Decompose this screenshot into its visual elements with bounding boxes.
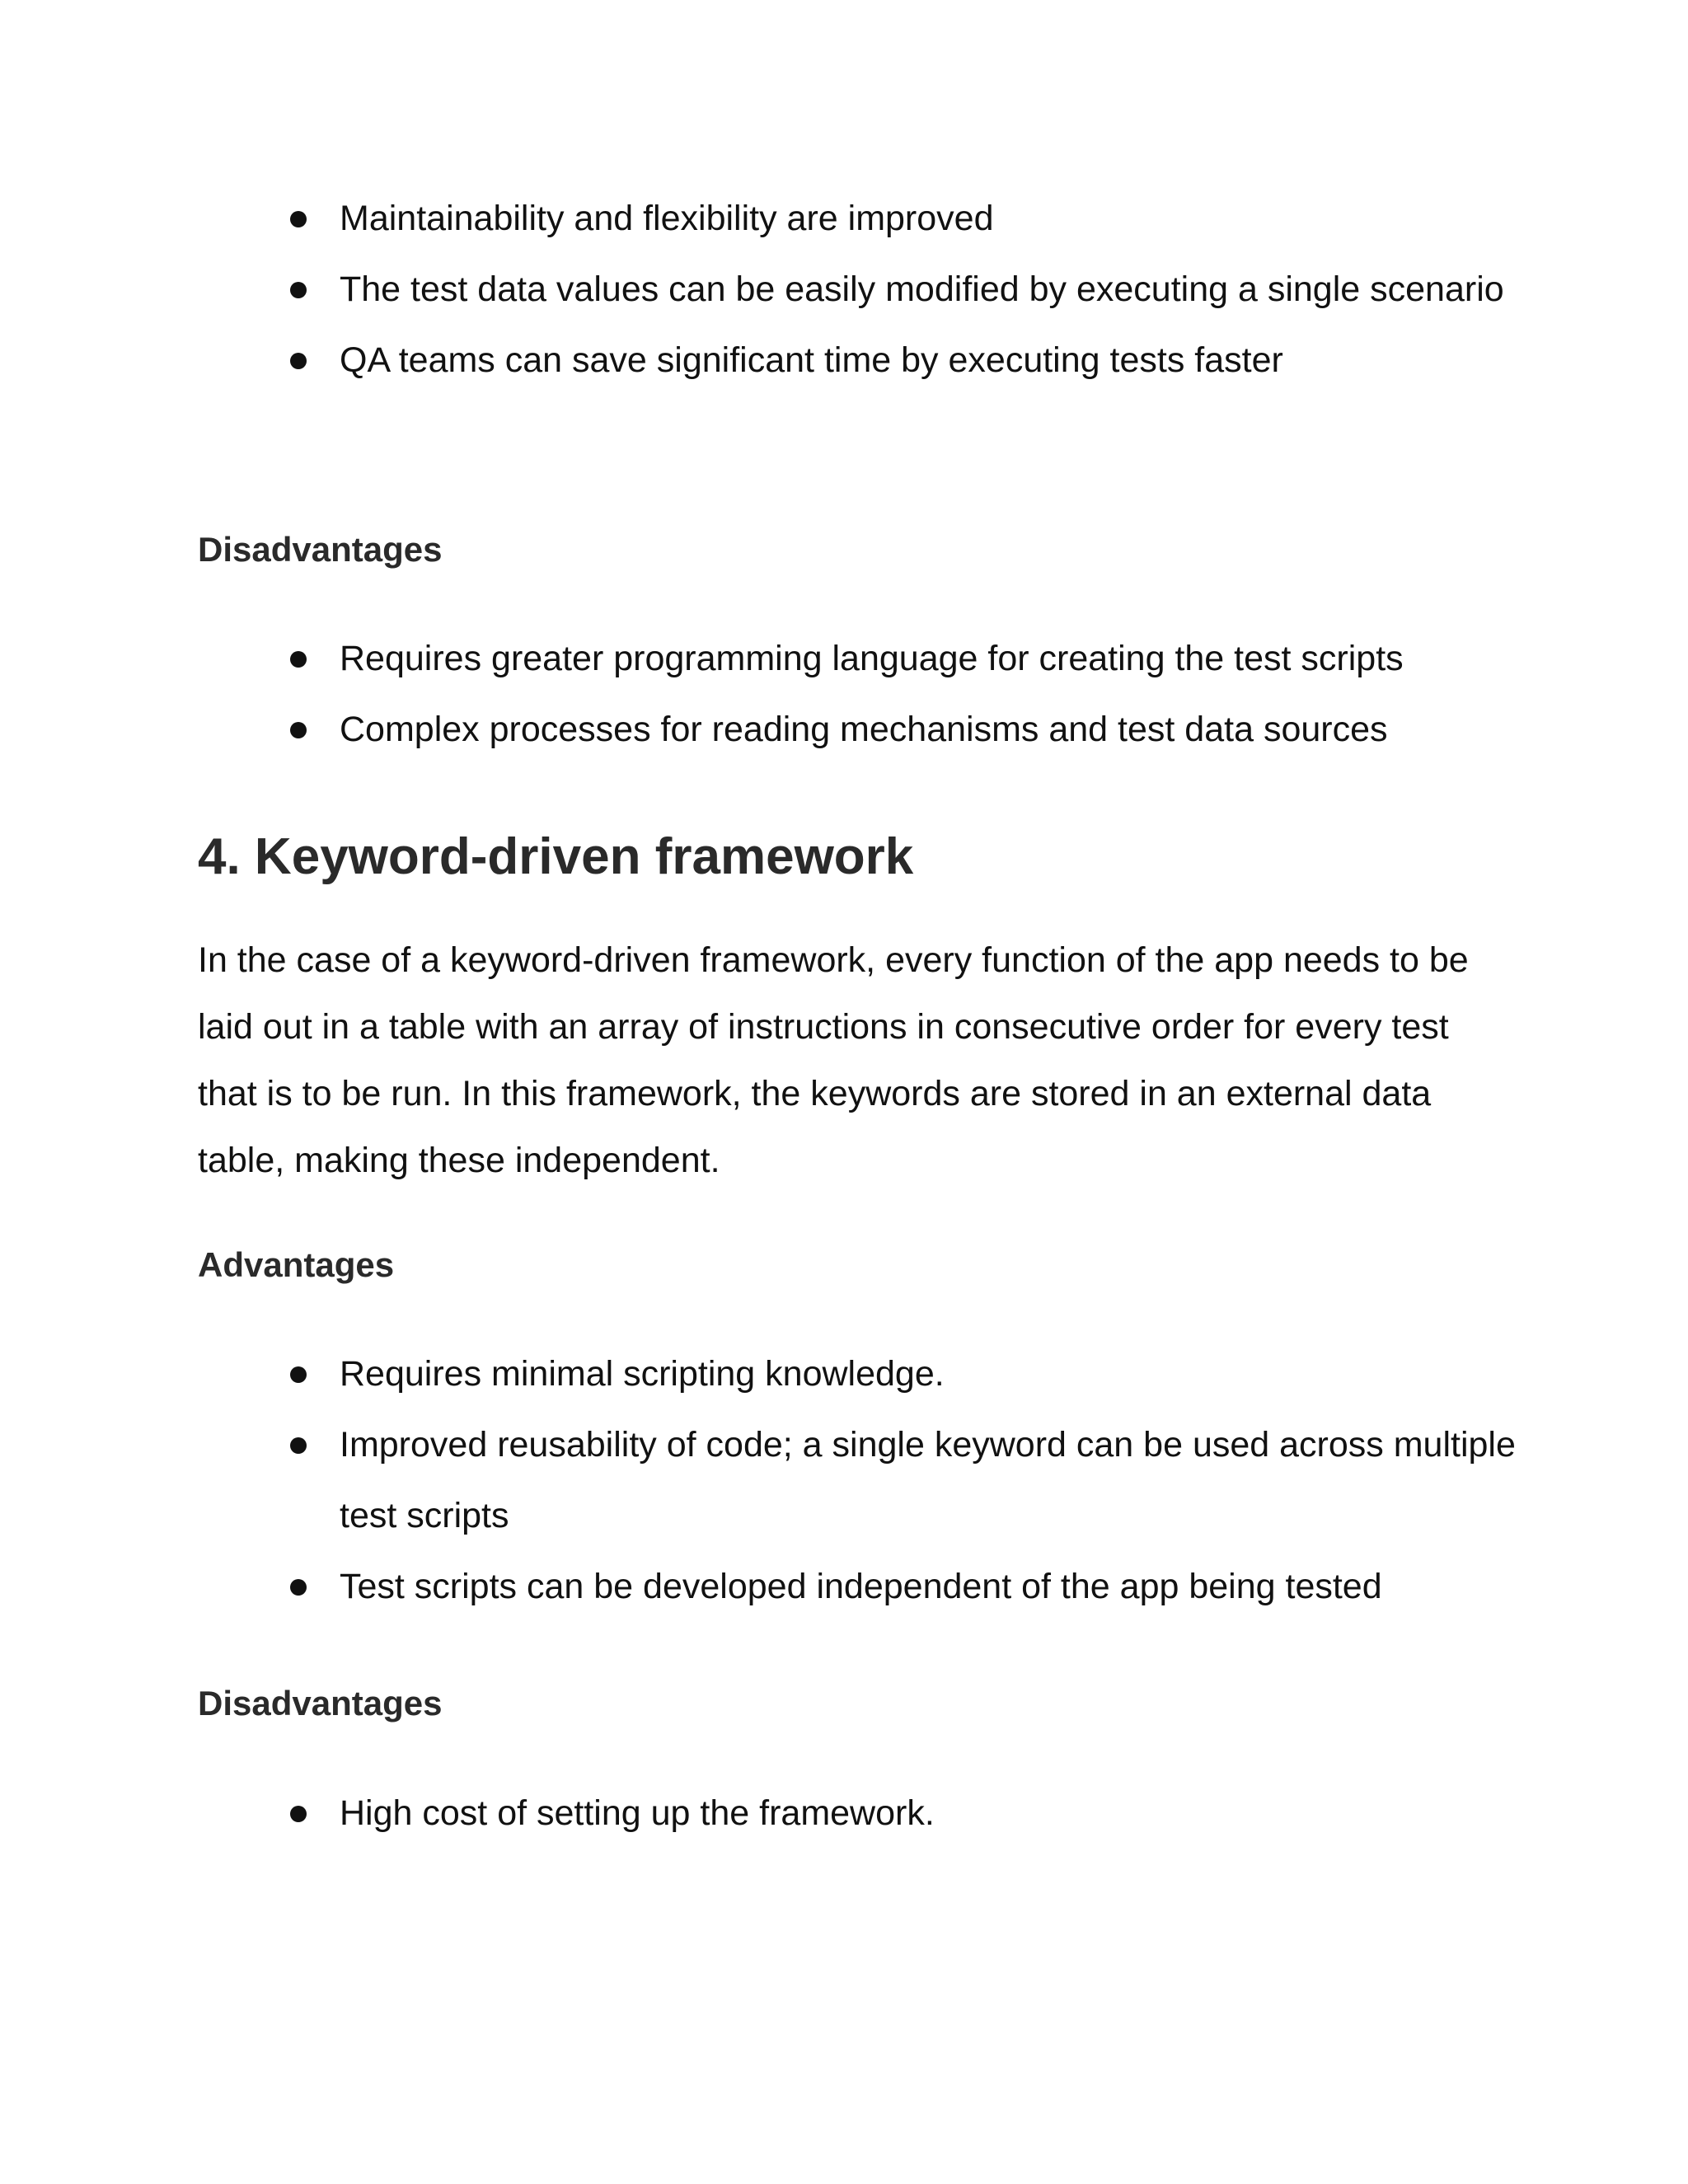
advantages-heading: Advantages xyxy=(198,1245,395,1284)
bullet-icon xyxy=(290,1366,307,1383)
bullet-icon xyxy=(290,1579,307,1596)
bullet-icon xyxy=(290,282,307,298)
bullet-icon xyxy=(290,211,307,227)
section-paragraph: In the case of a keyword-driven framework, every function of the app needs to be laid out in a table with an array of instructions in consecutive order for every test that is to be run. In this framework, the keywords are stored in an external data table, making these independent. xyxy=(198,940,1469,1180)
list-item xyxy=(280,1778,1559,1849)
list-item-text: Requires minimal scripting knowledge. xyxy=(340,1354,945,1394)
list-item xyxy=(280,1551,1559,1622)
list-item-text: Requires greater programming language for creating the test scripts xyxy=(340,639,1404,678)
list-item xyxy=(280,623,1559,694)
advantages-list xyxy=(280,1338,1559,1622)
list-item-text: Maintainability and flexibility are improved xyxy=(340,199,994,238)
list-item-text: High cost of setting up the framework. xyxy=(340,1793,935,1833)
list-item xyxy=(280,1338,1559,1409)
list-item-text: QA teams can save significant time by executing tests faster xyxy=(340,340,1283,380)
bullet-icon xyxy=(290,722,307,738)
disadvantages-list-prev xyxy=(280,623,1559,765)
list-item xyxy=(280,1409,1559,1551)
list-item-text: Test scripts can be developed independent of the app being tested xyxy=(340,1567,1382,1606)
bullet-icon xyxy=(290,1437,307,1454)
list-item xyxy=(280,694,1559,765)
bullet-icon xyxy=(290,1806,307,1822)
list-item xyxy=(280,325,1559,396)
list-item-text: Improved reusability of code; a single keyword can be used across multiple test scripts xyxy=(340,1425,1516,1535)
disadvantages-list xyxy=(280,1778,1559,1849)
disadvantages-heading: Disadvantages xyxy=(198,1684,443,1722)
list-item xyxy=(280,183,1559,254)
list-item xyxy=(280,254,1559,325)
bullet-icon xyxy=(290,353,307,369)
section-heading: 4. Keyword-driven framework xyxy=(198,828,914,885)
list-item-text: The test data values can be easily modified by executing a single scenario xyxy=(340,269,1504,309)
advantages-list-prev xyxy=(280,183,1559,396)
list-item-text: Complex processes for reading mechanisms and test data sources xyxy=(340,710,1388,749)
bullet-icon xyxy=(290,651,307,668)
disadvantages-heading: Disadvantages xyxy=(198,530,443,569)
